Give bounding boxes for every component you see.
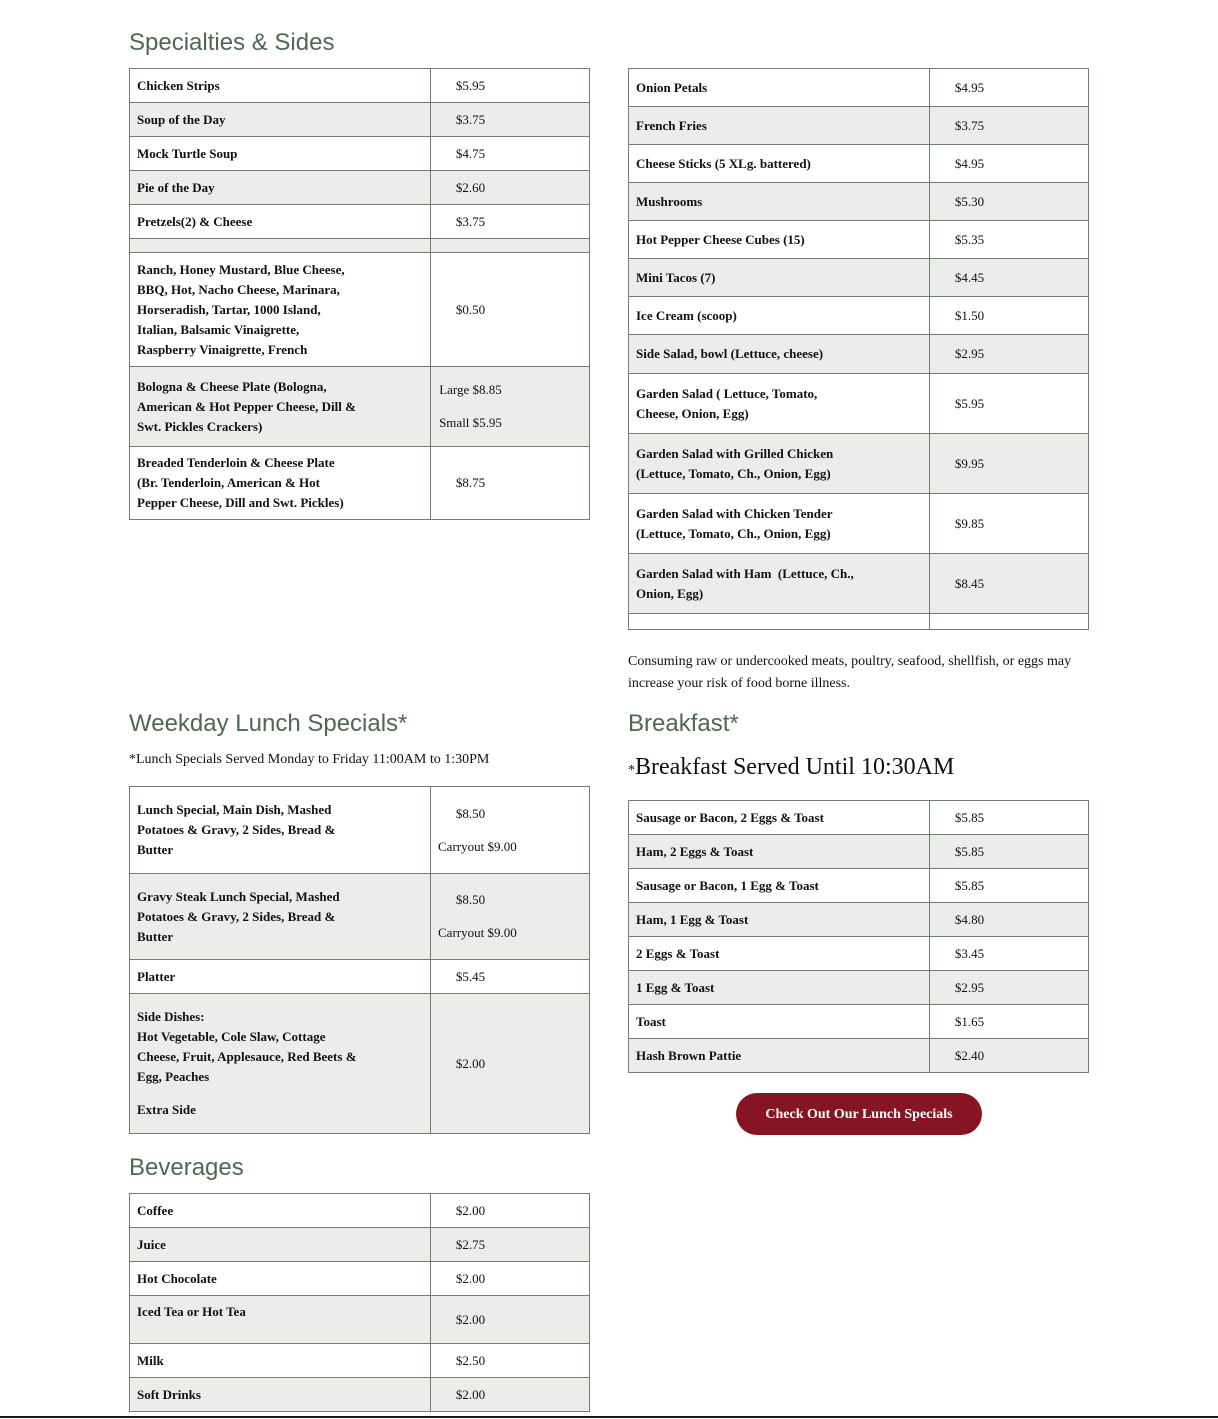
menu-item-name: Side Salad, bowl (Lettuce, cheese) bbox=[629, 335, 930, 374]
table-row bbox=[130, 1378, 590, 1412]
menu-item-name: Side Dishes: bbox=[137, 1009, 205, 1024]
menu-item-price: $2.75 bbox=[431, 1228, 590, 1262]
table-row bbox=[130, 874, 590, 960]
menu-item-price: $9.95 bbox=[930, 434, 1089, 494]
menu-item-name: Coffee bbox=[130, 1194, 431, 1228]
menu-item-price-carryout: Carryout $9.00 bbox=[438, 838, 517, 854]
menu-item-name bbox=[629, 614, 930, 630]
table-row bbox=[130, 367, 590, 447]
table-row bbox=[629, 801, 1089, 835]
table-row bbox=[130, 1296, 590, 1344]
menu-item-name: Iced Tea or Hot Tea bbox=[130, 1296, 431, 1344]
menu-item-price: $2.50 bbox=[431, 1344, 590, 1378]
menu-item-name: Mini Tacos (7) bbox=[629, 259, 930, 297]
menu-item-price: $2.95 bbox=[930, 335, 1089, 374]
table-row bbox=[130, 69, 590, 103]
table-row bbox=[629, 259, 1089, 297]
menu-item-name: Milk bbox=[130, 1344, 431, 1378]
menu-item-price: $3.75 bbox=[431, 205, 590, 239]
food-safety-warning: Consuming raw or undercooked meats, poultry, seafood, shellfish, or eggs may increase your risk of food borne illness. bbox=[628, 654, 1072, 691]
table-row bbox=[629, 374, 1089, 434]
menu-item-price: $3.45 bbox=[930, 937, 1089, 971]
menu-item-name: Garden Salad ( Lettuce, Tomato, Cheese, Onion, Egg) bbox=[636, 385, 818, 421]
menu-item-price: $5.45 bbox=[431, 960, 590, 994]
menu-item-name: Mushrooms bbox=[629, 183, 930, 221]
table-row bbox=[130, 1344, 590, 1378]
menu-item-price: $4.75 bbox=[431, 137, 590, 171]
menu-item-name: Lunch Special, Main Dish, Mashed Potatoes & Gravy, 2 Sides, Bread & Butter bbox=[137, 802, 336, 857]
table-row bbox=[629, 221, 1089, 259]
menu-item-name: Ham, 2 Eggs & Toast bbox=[629, 835, 930, 869]
menu-item-price: $5.30 bbox=[930, 183, 1089, 221]
table-row bbox=[629, 494, 1089, 554]
table-row bbox=[629, 145, 1089, 183]
menu-item-extra: Extra Side bbox=[137, 1102, 196, 1117]
menu-item-name: Hot Chocolate bbox=[130, 1262, 431, 1296]
table-row bbox=[629, 1005, 1089, 1039]
menu-item-name: Chicken Strips bbox=[130, 69, 431, 103]
menu-item-name: Soft Drinks bbox=[130, 1378, 431, 1412]
table-row bbox=[629, 335, 1089, 374]
menu-item-price: $4.95 bbox=[930, 69, 1089, 107]
breakfast-hours-note bbox=[628, 752, 954, 786]
menu-item-name: Ranch, Honey Mustard, Blue Cheese, BBQ, Hot, Nacho Cheese, Marinara, Horseradish, Tartar, 1000 Island, Italian, Balsamic Vinaigrette, Raspberry Vinaigrette, French bbox=[137, 261, 345, 357]
menu-item-name: Cheese Sticks (5 XLg. battered) bbox=[629, 145, 930, 183]
table-row bbox=[629, 835, 1089, 869]
table-row bbox=[629, 903, 1089, 937]
lunch-hours-note: *Lunch Specials Served Monday to Friday 11:00AM to 1:30PM bbox=[129, 752, 490, 767]
table-row bbox=[629, 869, 1089, 903]
menu-item-price: $2.95 bbox=[930, 971, 1089, 1005]
menu-item-name: Toast bbox=[629, 1005, 930, 1039]
table-row bbox=[130, 447, 590, 520]
table-row bbox=[130, 171, 590, 205]
menu-item-price: $1.65 bbox=[930, 1005, 1089, 1039]
menu-item-price bbox=[930, 614, 1089, 630]
table-row bbox=[130, 103, 590, 137]
menu-item-price: $2.00 bbox=[431, 994, 590, 1134]
menu-item-name: Juice bbox=[130, 1228, 431, 1262]
menu-item-name: Soup of the Day bbox=[130, 103, 431, 137]
menu-item-subtext: Hot Vegetable, Cole Slaw, Cottage Cheese, Fruit, Applesauce, Red Beets & Egg, Peaches bbox=[137, 1029, 357, 1084]
specialties-table-right bbox=[628, 68, 1089, 630]
lunch-specials-button[interactable]: Check Out Our Lunch Specials bbox=[736, 1093, 982, 1135]
table-row bbox=[629, 69, 1089, 107]
menu-item-price: $2.00 bbox=[431, 1296, 590, 1344]
menu-item-name: 2 Eggs & Toast bbox=[629, 937, 930, 971]
section-title-breakfast: Breakfast* bbox=[628, 710, 739, 737]
table-row bbox=[629, 183, 1089, 221]
menu-item-price-carryout: Carryout $9.00 bbox=[438, 925, 517, 940]
section-title-lunch: Weekday Lunch Specials* bbox=[129, 710, 408, 737]
menu-item-name: Garden Salad with Chicken Tender (Lettuce, Tomato, Ch., Onion, Egg) bbox=[636, 505, 833, 541]
menu-item-price: $2.00 bbox=[431, 1378, 590, 1412]
menu-item-price: $1.50 bbox=[930, 297, 1089, 335]
menu-item-name: Sausage or Bacon, 1 Egg & Toast bbox=[629, 869, 930, 903]
menu-item-name: Garden Salad with Grilled Chicken (Lettuce, Tomato, Ch., Onion, Egg) bbox=[636, 445, 834, 481]
section-title-specialties: Specialties & Sides bbox=[129, 29, 335, 56]
table-row bbox=[629, 434, 1089, 494]
breakfast-note-text: Breakfast Served Until 10:30AM bbox=[635, 754, 955, 780]
menu-item-price: $2.60 bbox=[431, 171, 590, 205]
table-row bbox=[130, 994, 590, 1134]
menu-item-price: $4.95 bbox=[930, 145, 1089, 183]
menu-item-name: Gravy Steak Lunch Special, Mashed Potatoes & Gravy, 2 Sides, Bread & Butter bbox=[137, 888, 340, 944]
menu-item-name: Platter bbox=[130, 960, 431, 994]
table-row bbox=[629, 1039, 1089, 1073]
table-row bbox=[130, 1194, 590, 1228]
menu-item-price: $3.75 bbox=[930, 107, 1089, 145]
menu-item-price: $8.50 bbox=[455, 892, 486, 907]
page-bottom-divider bbox=[0, 1416, 1218, 1418]
menu-item-price: $3.75 bbox=[431, 103, 590, 137]
table-row bbox=[629, 107, 1089, 145]
menu-item-price: $8.50 bbox=[455, 805, 486, 821]
table-row bbox=[130, 1228, 590, 1262]
breakfast-table bbox=[628, 800, 1089, 1073]
breakfast-note-star: * bbox=[628, 763, 635, 778]
menu-item-name: Ham, 1 Egg & Toast bbox=[629, 903, 930, 937]
table-row bbox=[130, 1262, 590, 1296]
menu-item-price: $2.40 bbox=[930, 1039, 1089, 1073]
menu-item-name: Hot Pepper Cheese Cubes (15) bbox=[629, 221, 930, 259]
table-row bbox=[629, 554, 1089, 614]
menu-item-price-large: Large $8.85 bbox=[439, 382, 502, 397]
menu-item-price: $9.85 bbox=[930, 494, 1089, 554]
menu-item-price: $5.95 bbox=[930, 374, 1089, 434]
table-row-empty bbox=[629, 614, 1089, 630]
menu-item-price: $2.00 bbox=[431, 1262, 590, 1296]
table-row bbox=[130, 960, 590, 994]
menu-item-name: Garden Salad with Ham (Lettuce, Ch., Onion, Egg) bbox=[636, 565, 857, 601]
section-title-beverages: Beverages bbox=[129, 1154, 244, 1181]
menu-item-name: Mock Turtle Soup bbox=[130, 137, 431, 171]
menu-item-price: $5.35 bbox=[930, 221, 1089, 259]
menu-item-name: Breaded Tenderloin & Cheese Plate (Br. Tenderloin, American & Hot Pepper Cheese, Dill and Swt. Pickles) bbox=[137, 455, 344, 510]
menu-item-price bbox=[431, 239, 590, 253]
menu-item-price: $0.50 bbox=[431, 253, 590, 367]
specialties-table-left bbox=[129, 68, 590, 520]
table-row bbox=[629, 937, 1089, 971]
table-row bbox=[130, 787, 590, 874]
table-row bbox=[130, 137, 590, 171]
table-row-empty bbox=[130, 239, 590, 253]
table-row bbox=[629, 971, 1089, 1005]
menu-item-price: $8.45 bbox=[930, 554, 1089, 614]
menu-item-name: French Fries bbox=[629, 107, 930, 145]
menu-item-price: $4.45 bbox=[930, 259, 1089, 297]
menu-item-price: $5.95 bbox=[431, 69, 590, 103]
menu-item-price: $8.75 bbox=[431, 447, 590, 520]
table-row bbox=[130, 205, 590, 239]
menu-item-name: Onion Petals bbox=[629, 69, 930, 107]
menu-item-price-small: Small $5.95 bbox=[439, 415, 502, 430]
menu-item-price: $4.80 bbox=[930, 903, 1089, 937]
menu-item-name: 1 Egg & Toast bbox=[629, 971, 930, 1005]
menu-item-name bbox=[130, 239, 431, 253]
menu-item-name: Pretzels(2) & Cheese bbox=[130, 205, 431, 239]
menu-item-name: Hash Brown Pattie bbox=[629, 1039, 930, 1073]
menu-item-name: Bologna & Cheese Plate (Bologna, American & Hot Pepper Cheese, Dill & Swt. Pickles Crackers) bbox=[137, 378, 356, 434]
table-row bbox=[130, 253, 590, 367]
menu-item-price: $5.85 bbox=[930, 869, 1089, 903]
beverages-table bbox=[129, 1193, 590, 1412]
lunch-table bbox=[129, 786, 590, 1134]
menu-item-price: $5.85 bbox=[930, 801, 1089, 835]
menu-item-name: Pie of the Day bbox=[130, 171, 431, 205]
menu-item-name: Ice Cream (scoop) bbox=[629, 297, 930, 335]
menu-item-name: Sausage or Bacon, 2 Eggs & Toast bbox=[629, 801, 930, 835]
menu-item-price: $2.00 bbox=[431, 1194, 590, 1228]
table-row bbox=[629, 297, 1089, 335]
menu-item-price: $5.85 bbox=[930, 835, 1089, 869]
